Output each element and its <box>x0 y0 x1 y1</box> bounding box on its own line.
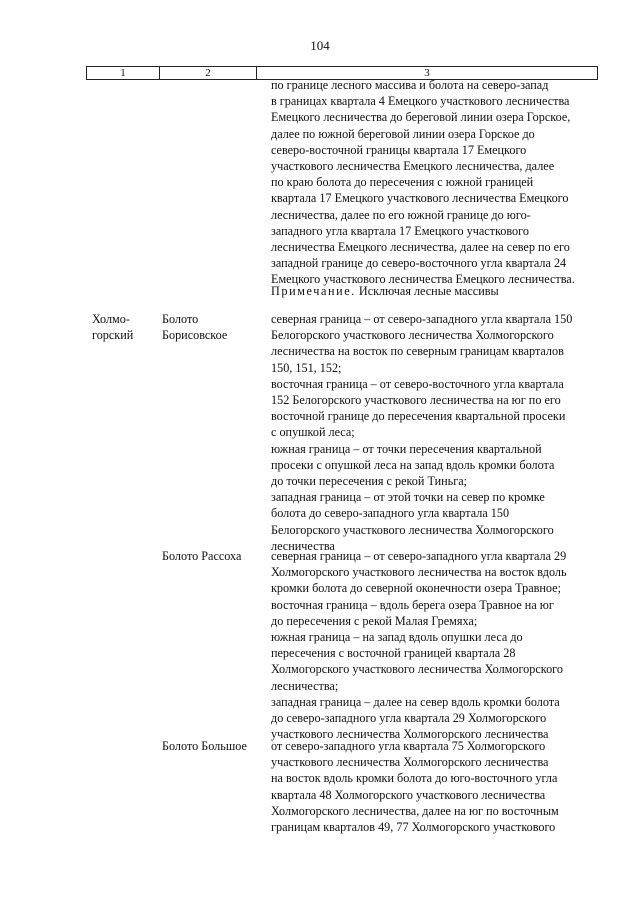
header-col-1: 1 <box>87 67 160 79</box>
text-line: лесничества; <box>271 678 339 693</box>
text-line: северная граница – от северо-западного угла квартала 150 <box>271 312 573 326</box>
continuation-description <box>271 77 575 288</box>
text-line: Емецкого лесничества до береговой линии озера Горское, <box>271 110 571 125</box>
text-line: Холмогорского участкового лесничества Холмогорского <box>271 662 563 677</box>
text-line: Холмогорского участкового лесничества на восток вдоль <box>271 565 567 580</box>
district-line: Холмо- <box>92 312 130 326</box>
text-line: на восток вдоль кромки болота до юго-восточного угла <box>271 771 558 786</box>
text-line: по границе лесного массива и болота на северо-запад <box>271 78 549 92</box>
text-line: границам кварталов 49, 77 Холмогорского участкового <box>271 820 556 835</box>
text-line: до точки пересечения с рекой Тиньга; <box>271 474 468 489</box>
page-number: 104 <box>310 38 330 53</box>
entry-name-line: Борисовское <box>162 328 228 343</box>
text-line: с опушкой леса; <box>271 425 355 440</box>
text-line: далее по южной береговой линии озера Горское до <box>271 126 535 141</box>
header-col-2: 2 <box>160 67 257 79</box>
entry-description-bolshoe <box>271 738 559 835</box>
note <box>271 283 499 299</box>
entry-name-line: Болото Рассоха <box>162 549 242 563</box>
text-line: лесничества Емецкого лесничества, далее на север по его <box>271 240 570 255</box>
text-line: Холмогорского лесничества, далее на юг по восточным <box>271 803 559 818</box>
entry-description-borisovskoe <box>271 311 572 554</box>
text-line: западная граница – далее на север вдоль кромки болота <box>271 694 560 709</box>
text-line: западного угла квартала 17 Емецкого участкового <box>271 223 529 238</box>
text-line: участкового лесничества Холмогорского лесничества <box>271 755 549 770</box>
text-line: в границах квартала 4 Емецкого участкового лесничества <box>271 94 570 109</box>
text-line: по краю болота до пересечения с южной границей <box>271 175 534 190</box>
note-label: Примечание. <box>271 284 356 298</box>
text-line: восточная граница – вдоль берега озера Травное на юг <box>271 597 554 612</box>
header-col-3: 3 <box>424 67 430 79</box>
text-line: лесничества <box>271 538 335 553</box>
text-line: западной границе до северо-восточного угла квартала 24 <box>271 256 567 271</box>
text-line: Емецкого участкового лесничества Емецкого лесничества. <box>271 272 575 287</box>
text-line: западная граница – от этой точки на север по кромке <box>271 490 545 505</box>
entry-name-line: Болото <box>162 312 199 326</box>
text-line: Белогорского участкового лесничества Холмогорского <box>271 328 554 343</box>
entry-name-rassokha <box>162 548 241 564</box>
text-line: от северо-западного угла квартала 75 Холмогорского <box>271 739 546 753</box>
text-line: пересечения с восточной границей квартала 28 <box>271 646 516 661</box>
text-line: участкового лесничества Емецкого лесничества, далее <box>271 159 555 174</box>
text-line: восточная граница – от северо-восточного угла квартала <box>271 376 564 391</box>
text-line: 152 Белогорского участкового лесничества на юг по его <box>271 393 561 408</box>
text-line: просеки с опушкой леса на запад вдоль кромки болота <box>271 457 555 472</box>
district-line: горский <box>92 328 134 343</box>
entry-name-borisovskoe <box>162 311 227 343</box>
entry-name-bolshoe <box>162 738 247 754</box>
text-line: участкового лесничества Холмогорского лесничества <box>271 727 549 742</box>
entry-name-line: Болото Большое <box>162 739 247 753</box>
text-line: южная граница – от точки пересечения квартальной <box>271 441 542 456</box>
text-line: лесничества на восток по северным границам кварталов <box>271 344 564 359</box>
text-line: северо-восточной границы квартала 17 Емецкого <box>271 142 527 157</box>
entry-description-rassokha <box>271 548 567 742</box>
text-line: 150, 151, 152; <box>271 360 342 375</box>
text-line: болота до северо-западного угла квартала 150 <box>271 506 510 521</box>
text-line: квартала 17 Емецкого участкового лесничества Емецкого <box>271 191 569 206</box>
text-line: лесничества, далее по его южной границе до юго- <box>271 207 531 222</box>
text-line: квартала 48 Холмогорского участкового лесничества <box>271 787 546 802</box>
text-line: северная граница – от северо-западного угла квартала 29 <box>271 549 567 563</box>
text-line: кромки болота до северной оконечности озера Травное; <box>271 581 561 596</box>
text-line: до пересечения с рекой Малая Гремяха; <box>271 613 478 628</box>
text-line: южная граница – на запад вдоль опушки леса до <box>271 630 523 645</box>
text-line: восточной границе до пересечения квартальной просеки <box>271 409 566 424</box>
note-text: Исключая лесные массивы <box>355 284 499 298</box>
district-name <box>92 311 133 343</box>
text-line: Белогорского участкового лесничества Холмогорского <box>271 522 554 537</box>
text-line: до северо-западного угла квартала 29 Холмогорского <box>271 711 547 726</box>
